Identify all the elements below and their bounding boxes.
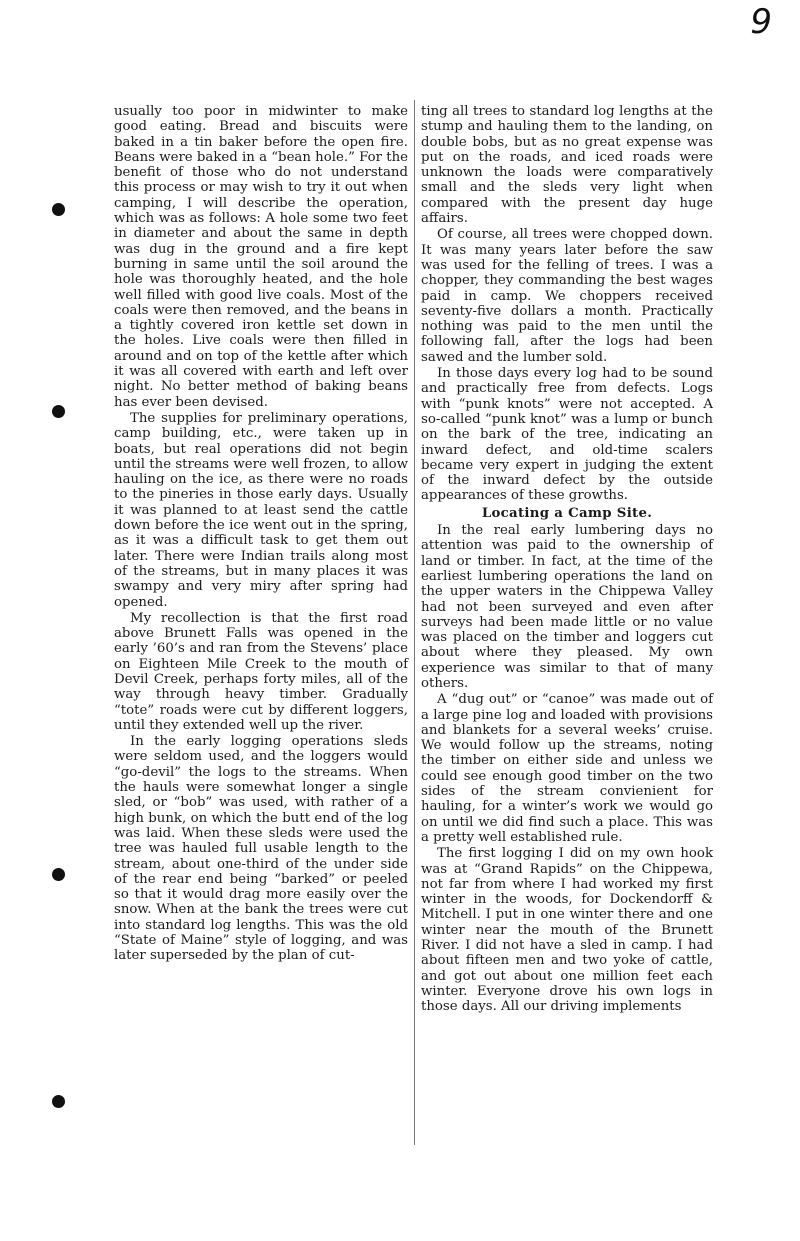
right-paragraph-1: ting all trees to standard log lengths at the stump and hauling them to the landing, on double bobs, but as no great expense was put on the roads, and iced roads were unknown the loads were comparatively small and the sleds very light when compared with the present day huge affairs.	[421, 104, 713, 227]
page-number: 9	[750, 2, 772, 42]
binder-hole-upper-middle	[52, 405, 65, 418]
right-paragraph-2: Of course, all trees were chopped down. It was many years later before the saw was used for the felling of trees. I was a chopper, they commanding the best wages paid in camp. We choppers received seventy-five dollars a month. Practically nothing was paid to the men until the following fall, after the logs had been sawed and the lumber sold.	[421, 227, 713, 365]
left-paragraph-3: My recollection is that the first road above Brunett Falls was opened in the early ’60’s and ran from the Stevens’ place on Eighteen Mile Creek to the mouth of Devil Creek, perhaps forty miles, all of the way through heavy timber. Gradually “tote” roads were cut by different loggers, until they extended well up the river.	[114, 610, 408, 733]
right-paragraph-5: A “dug out” or “canoe” was made out of a large pine log and loaded with provisions and blankets for a several weeks’ cruise. We would follow up the streams, noting the timber on either side and unless we could see enough good timber on the two sides of the stream convienient for hauling, for a winter’s work we would go on until we did find such a place. This was a pretty well established rule.	[421, 692, 713, 845]
right-paragraph-4: In the real early lumbering days no attention was paid to the ownership of land or timber. In fact, at the time of the earliest lumbering operations the land on the upper waters in the Chippewa Valley had not been surveyed and even after surveys had been made little or no value was placed on the timber and loggers cut about where they pleased. My own experience was similar to that of many others.	[421, 523, 713, 691]
left-paragraph-4: In the early logging operations sleds were seldom used, and the loggers would “go-devil” the logs to the streams. When the hauls were somewhat longer a single sled, or “bob” was used, with rather of a high bunk, on which the butt end of the log was laid. When these sleds were used the tree was hauled full usable length to the stream, about one-third of the under side of the rear end being “barked” or peeled so that it would drag more easily over the snow. When at the bank the trees were cut into standard log lengths. This was the old “State of Maine” style of logging, and was later superseded by the plan of cut-	[114, 734, 408, 964]
left-paragraph-1: usually too poor in midwinter to make good eating. Bread and biscuits were baked in a tin baker before the open fire. Beans were baked in a “bean hole.” For the benefit of those who do not understand this process or may wish to try it out when camping, I will describe the operation, which was as follows: A hole some two feet in diameter and about the same in depth was dug in the ground and a fire kept burning in same until the soil around the hole was thoroughly heated, and the hole well filled with good live coals. Most of the coals were then removed, and the beans in a tightly covered iron kettle set down in the holes. Live coals were then filled in around and on top of the kettle after which it was all covered with earth and left over night. No better method of baking beans has ever been devised.	[114, 104, 408, 410]
binder-hole-bottom	[52, 1095, 65, 1108]
column-divider	[414, 100, 415, 1145]
binder-hole-lower-middle	[52, 868, 65, 881]
right-paragraph-3: In those days every log had to be sound and practically free from defects. Logs with “punk knots” were not accepted. A so-called “punk knot” was a lump or bunch on the bark of the tree, indicating an inward defect, and old-time scalers became very expert in judging the extent of the inward defect by the outside appearances of these growths.	[421, 366, 713, 504]
left-column	[114, 104, 408, 965]
right-column	[421, 104, 713, 1016]
left-paragraph-2: The supplies for preliminary operations, camp building, etc., were taken up in boats, but real operations did not begin until the streams were well frozen, to allow hauling on the ice, as there were no roads to the pineries in those early days. Usually it was planned to at least send the cattle down before the ice went out in the spring, as it was a difficult task to get them out later. There were Indian trails along most of the streams, but in many places it was swampy and very miry after spring had opened.	[114, 410, 408, 610]
binder-hole-top	[52, 203, 65, 216]
section-heading: Locating a Camp Site.	[481, 505, 653, 521]
right-paragraph-6: The first logging I did on my own hook was at “Grand Rapids” on the Chippewa, not far from where I had worked my first winter in the woods, for Dockendorff & Mitchell. I put in one winter there and one winter near the mouth of the Brunett River. I did not have a sled in camp. I had about fifteen men and two yoke of cattle, and got out about one million feet each winter. Everyone drove his own logs in those days. All our driving implements	[421, 846, 713, 1015]
